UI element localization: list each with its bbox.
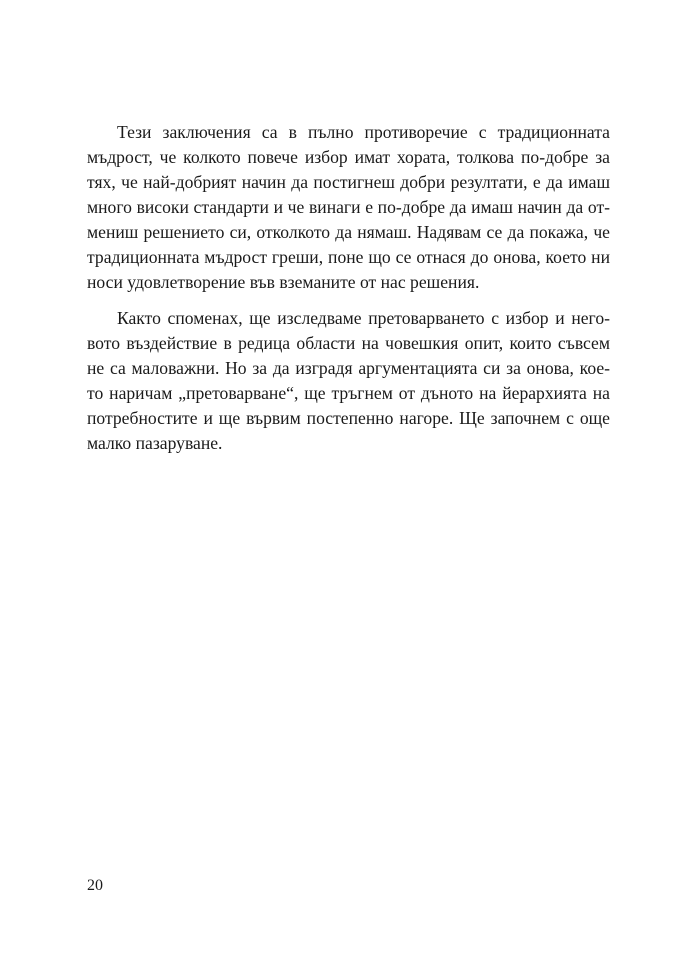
text-line: Както споменах, ще изследваме претоварването с избор и него- <box>117 308 610 328</box>
text-line: потребностите и ще вървим постепенно нагоре. Ще започнем с още <box>87 408 610 428</box>
paragraph-2 <box>87 306 610 456</box>
text-line: мъдрост, че колкото повече избор имат хората, толкова по-добре за <box>87 147 610 167</box>
text-line: много високи стандарти и че винаги е по-добре да имаш начин да от- <box>87 197 610 217</box>
text-line: носи удовлетворение във вземаните от нас решения. <box>87 272 480 292</box>
paragraph-1 <box>87 120 610 295</box>
body-text <box>87 120 610 456</box>
text-line: Тези заключения са в пълно противоречие с традиционната <box>117 122 610 142</box>
text-line: не са маловажни. Но за да изградя аргументацията си за онова, кое- <box>87 358 610 378</box>
paragraph-spacer <box>87 295 610 306</box>
text-line: малко пазаруване. <box>87 433 223 453</box>
text-line: традиционната мъдрост греши, поне що се отнася до онова, което ни <box>87 247 610 267</box>
text-line: мениш решението си, отколкото да нямаш. Надявам се да покажа, че <box>87 222 610 242</box>
text-line: тях, че най-добрият начин да постигнеш добри резултати, е да имаш <box>87 172 610 192</box>
text-line: вото въздействие в редица области на човешкия опит, които съвсем <box>87 333 610 353</box>
text-line: то наричам „претоварване“, ще тръгнем от дъното на йерархията на <box>87 383 610 403</box>
page-number: 20 <box>87 877 103 894</box>
